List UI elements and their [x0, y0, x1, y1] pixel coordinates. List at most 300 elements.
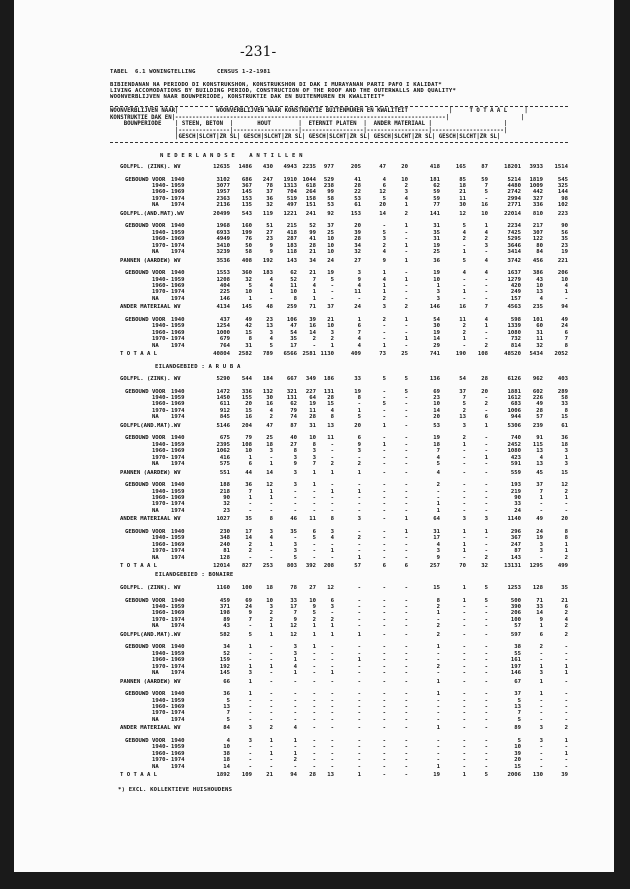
table-cell: 240 [219, 541, 230, 548]
table-cell: 35 [290, 528, 297, 535]
table-cell: 30 [433, 323, 440, 330]
table-cell: - [330, 554, 334, 561]
table-cell: 3 [248, 725, 252, 732]
table-cell: 500 [510, 597, 521, 604]
table-cell: 408 [241, 257, 252, 264]
table-cell: 1472 [216, 388, 230, 395]
table-cell: 159 [219, 657, 230, 664]
table-cell: 3 [293, 548, 297, 555]
table-cell: - [404, 750, 408, 757]
table-cell: 1 [436, 763, 440, 770]
table-cell: 1819 [529, 176, 543, 183]
table-cell: 14 [309, 329, 316, 336]
table-cell: 2 [404, 304, 408, 311]
table-cell: 1339 [507, 323, 521, 330]
table-cell: - [357, 494, 361, 501]
table-cell: - [484, 650, 488, 657]
table-cell: - [564, 507, 568, 514]
table-cell: 3 [539, 548, 543, 555]
table-cell: 33 [536, 603, 543, 610]
table-cell: 41 [309, 236, 316, 243]
table-cell: 3646 [507, 242, 521, 249]
table-cell: - [484, 407, 488, 414]
period-label: 1960- [152, 189, 169, 196]
table-cell: 4 [269, 535, 273, 542]
table-cell: 35 [245, 516, 252, 523]
period-year: 1969 [171, 282, 185, 289]
table-cell: 543 [241, 210, 252, 217]
table-cell: 10 [327, 242, 334, 249]
period-label: 1940- [152, 229, 169, 236]
table-cell: 1253 [507, 585, 521, 591]
table-cell: 2 [564, 725, 568, 732]
table-cell: 31 [536, 329, 543, 336]
table-cell: 13 [536, 448, 543, 455]
table-cell: 264 [305, 189, 316, 196]
table-cell: 307 [532, 229, 543, 236]
table-cell: 5 [357, 414, 361, 421]
document-page [14, 0, 614, 872]
table-cell: 1 [436, 691, 440, 698]
table-cell: 52 [309, 223, 316, 230]
table-cell: 575 [219, 460, 230, 467]
table-row-group-total [14, 376, 614, 383]
table-cell: - [484, 295, 488, 302]
table-cell: 1 [404, 276, 408, 283]
table-cell: - [484, 631, 488, 638]
table-cell: 5 [484, 585, 488, 591]
table-cell: 2 [382, 242, 386, 249]
table-cell: 14 [433, 336, 440, 343]
table-cell: 34 [223, 644, 230, 651]
table-cell: 89 [223, 616, 230, 623]
table-cell: 24 [536, 528, 543, 535]
table-cell: - [382, 644, 386, 651]
table-cell: 7 [312, 276, 316, 283]
table-cell: 10 [536, 282, 543, 289]
period-label: GEBOUWD VOOR [125, 737, 166, 744]
table-cell: 1 [312, 623, 316, 630]
table-cell: 41 [354, 176, 361, 183]
table-cell: - [484, 750, 488, 757]
table-cell: - [293, 763, 297, 770]
period-year: 1940 [171, 691, 185, 698]
table-cell: - [404, 744, 408, 751]
table-cell: 20 [354, 223, 361, 230]
table-cell: 11 [327, 435, 334, 442]
table-cell: 6 [382, 563, 386, 570]
table-cell: - [404, 644, 408, 651]
table-cell: 58 [561, 394, 568, 401]
table-cell: 1 [357, 631, 361, 638]
table-cell: 37 [327, 223, 334, 230]
table-cell: 3 [293, 541, 297, 548]
table-cell: 11 [309, 407, 316, 414]
table-cell: 100 [241, 585, 252, 591]
table-cell: - [404, 454, 408, 461]
table-cell: - [462, 744, 466, 751]
table-cell: 30 [266, 394, 273, 401]
table-cell: - [312, 744, 316, 751]
table-cell: 32 [481, 563, 488, 570]
table-cell: - [564, 763, 568, 770]
period-year: 1974 [171, 295, 185, 302]
table-cell: 4 [564, 282, 568, 289]
table-cell: 10 [290, 289, 297, 296]
table-cell: 1044 [302, 176, 316, 183]
table-cell: - [330, 663, 334, 670]
table-cell: 7 [436, 448, 440, 455]
table-cell: 9 [293, 616, 297, 623]
table-cell: 25 [327, 229, 334, 236]
table-cell: 4 [484, 229, 488, 236]
table-cell: - [357, 663, 361, 670]
table-cell: - [539, 763, 543, 770]
table-cell: 1 [462, 248, 466, 255]
period-label: NA [152, 507, 159, 514]
table-cell: 192 [262, 257, 273, 264]
table-cell: 4 [484, 316, 488, 323]
table-cell: - [293, 535, 297, 542]
table-cell: - [484, 394, 488, 401]
table-cell: 4 [436, 541, 440, 548]
period-year: 1959 [171, 323, 185, 330]
table-cell: 52 [290, 276, 297, 283]
table-cell: - [462, 276, 466, 283]
table-cell: 13 [327, 772, 334, 779]
table-row [14, 296, 614, 303]
table-cell: 10 [433, 401, 440, 408]
table-cell: 5 [462, 401, 466, 408]
period-label: 1970- [152, 710, 169, 717]
table-cell: - [330, 507, 334, 514]
table-cell: 15 [327, 401, 334, 408]
period-year: 1974 [171, 757, 185, 764]
table-cell: 19 [309, 401, 316, 408]
table-cell: 12 [290, 623, 297, 630]
table-cell: - [539, 703, 543, 710]
table-cell: 675 [219, 435, 230, 442]
table-cell: 1 [484, 528, 488, 535]
table-cell: 1 [462, 528, 466, 535]
period-year: 1940 [171, 737, 185, 744]
period-label: GEBOUWD VOOR [125, 388, 166, 395]
table-cell: 4 [357, 336, 361, 343]
table-cell: 87 [290, 422, 297, 429]
table-cell: 6 [404, 563, 408, 570]
table-cell: 1 [312, 295, 316, 302]
table-cell: 238 [323, 182, 334, 189]
table-cell: 3 [293, 644, 297, 651]
table-cell: 23 [223, 507, 230, 514]
table-cell: 1 [269, 623, 273, 630]
table-cell: 390 [510, 603, 521, 610]
table-cell: 1 [382, 422, 386, 429]
table-cell: - [462, 482, 466, 489]
period-label: GEBOUWD VOOR [125, 435, 166, 442]
table-cell: - [357, 716, 361, 723]
table-cell: 1027 [216, 516, 230, 523]
table-cell: 1221 [283, 210, 297, 217]
table-row [14, 555, 614, 562]
table-cell: 90 [223, 494, 230, 501]
table-cell: - [484, 697, 488, 704]
table-cell: 94 [561, 304, 568, 311]
table-cell: 20 [481, 388, 488, 395]
table-cell: 336 [241, 388, 252, 395]
table-cell: - [357, 603, 361, 610]
table-cell: 4 [539, 454, 543, 461]
period-year: 1974 [171, 669, 185, 676]
table-cell: 6 [382, 182, 386, 189]
period-year: 1974 [171, 507, 185, 514]
table-cell: - [404, 603, 408, 610]
table-cell: - [330, 501, 334, 508]
table-cell: - [312, 725, 316, 732]
table-cell: - [564, 697, 568, 704]
table-cell: 349 [305, 376, 316, 382]
table-cell: 67 [514, 678, 521, 685]
period-year: 1959 [171, 441, 185, 448]
table-cell: 19 [354, 388, 361, 395]
table-cell: - [357, 691, 361, 698]
table-cell: - [382, 541, 386, 548]
table-cell: 1 [269, 663, 273, 670]
table-cell: 3 [404, 189, 408, 196]
table-cell: 62 [433, 182, 440, 189]
table-cell: - [248, 757, 252, 764]
table-cell: - [382, 460, 386, 467]
table-cell: 37 [459, 388, 466, 395]
table-cell: - [312, 507, 316, 514]
table-cell: - [484, 757, 488, 764]
table-cell: 1892 [216, 772, 230, 779]
table-cell: 27 [290, 441, 297, 448]
table-cell: 3077 [216, 182, 230, 189]
table-cell: 1295 [529, 563, 543, 570]
table-cell: - [330, 710, 334, 717]
table-cell: - [248, 650, 252, 657]
table-cell: - [539, 554, 543, 561]
table-cell: 71 [536, 597, 543, 604]
table-cell: 545 [557, 176, 568, 183]
table-cell: 39 [309, 316, 316, 323]
period-year: 1974 [171, 342, 185, 349]
table-cell: - [462, 697, 466, 704]
table-cell: - [404, 407, 408, 414]
table-cell: 30 [459, 202, 466, 209]
table-cell: - [462, 663, 466, 670]
table-cell: 12 [290, 631, 297, 638]
table-cell: 108 [477, 351, 488, 358]
table-cell: 2235 [302, 164, 316, 170]
table-cell: 3 [269, 329, 273, 336]
period-label: 1960- [152, 657, 169, 664]
period-year: 1974 [171, 289, 185, 296]
table-cell: 1 [539, 691, 543, 698]
table-cell: - [404, 248, 408, 255]
table-cell: - [436, 703, 440, 710]
table-row [14, 508, 614, 515]
table-cell: - [382, 394, 386, 401]
period-label: GEBOUWD VOOR [125, 270, 166, 277]
table-cell: 499 [557, 563, 568, 570]
table-header-line-3: BOUWPERIODE | STEEN, BETON | HOUT | ETERNIT PLATEN | ANDER MATERIAAL | | [110, 121, 508, 128]
table-cell: - [484, 541, 488, 548]
table-cell: 4 [269, 282, 273, 289]
table-cell: 1 [539, 663, 543, 670]
table-cell: - [382, 414, 386, 421]
table-cell: 1 [269, 494, 273, 501]
table-cell: 28 [354, 182, 361, 189]
table-cell: 5 [462, 257, 466, 264]
total-label: T O T A A L [120, 772, 158, 779]
table-cell: 3 [312, 454, 316, 461]
table-cell: 1 [484, 223, 488, 230]
table-cell: - [330, 763, 334, 770]
table-cell: - [404, 469, 408, 476]
table-cell: 4 [357, 342, 361, 349]
table-cell: 2052 [554, 351, 568, 358]
table-cell: 4 [357, 282, 361, 289]
table-cell: 1 [312, 469, 316, 476]
table-cell: 13 [536, 289, 543, 296]
period-year: 1974 [171, 202, 185, 209]
table-cell: 686 [241, 176, 252, 183]
table-cell: 3 [248, 737, 252, 744]
table-cell: - [312, 678, 316, 685]
table-cell: 2 [564, 610, 568, 617]
table-cell: 49 [245, 316, 252, 323]
table-cell: 186 [323, 376, 334, 382]
table-cell: - [382, 616, 386, 623]
period-year: 1969 [171, 329, 185, 336]
table-cell: 5 [269, 342, 273, 349]
table-cell: 32 [223, 501, 230, 508]
table-cell: 36 [223, 691, 230, 698]
table-cell: 53 [433, 422, 440, 429]
table-cell: 19 [327, 270, 334, 277]
period-year: 1974 [171, 407, 185, 414]
table-cell: 789 [262, 351, 273, 358]
table-cell: 1 [382, 270, 386, 277]
table-cell: 2 [436, 663, 440, 670]
table-cell: 4480 [507, 182, 521, 189]
table-cell: 1313 [283, 182, 297, 189]
table-cell: 1 [404, 223, 408, 230]
table-cell: 17 [290, 342, 297, 349]
table-cell: 1 [269, 631, 273, 638]
table-cell: 1 [436, 282, 440, 289]
table-cell: 253 [262, 563, 273, 570]
table-cell: 183 [262, 270, 273, 277]
table-cell: - [357, 669, 361, 676]
table-cell: 3102 [216, 176, 230, 183]
table-cell: 1 [330, 623, 334, 630]
table-cell: 602 [532, 388, 543, 395]
table-cell: 7425 [507, 229, 521, 236]
table-cell: - [539, 697, 543, 704]
table-cell: - [462, 669, 466, 676]
table-cell: 160 [241, 223, 252, 230]
table-cell: 4 [312, 282, 316, 289]
table-cell: 1 [357, 469, 361, 476]
table-cell: - [248, 703, 252, 710]
table-cell: 10 [327, 236, 334, 243]
table-cell: 5 [404, 376, 408, 382]
table-cell: 544 [241, 376, 252, 382]
table-cell: 1 [248, 691, 252, 698]
table-cell: 13 [327, 422, 334, 429]
table-cell: 223 [557, 210, 568, 217]
table-cell: - [382, 703, 386, 710]
table-cell: 128 [219, 554, 230, 561]
table-cell: 20 [514, 757, 521, 764]
table-cell: 3414 [507, 248, 521, 255]
table-cell: 4 [564, 616, 568, 623]
table-cell: 227 [305, 388, 316, 395]
table-cell: - [436, 744, 440, 751]
table-cell: - [462, 691, 466, 698]
table-cell: 348 [219, 535, 230, 542]
table-cell: 679 [219, 336, 230, 343]
period-label: 1970- [152, 195, 169, 202]
group-label: GOLFPL. (ZINK). WV [120, 376, 181, 382]
period-label: 1940- [152, 603, 169, 610]
table-cell: - [436, 650, 440, 657]
table-cell: 7 [293, 610, 297, 617]
table-cell: 3 [357, 516, 361, 523]
table-cell: - [404, 270, 408, 277]
table-cell: 183 [286, 242, 297, 249]
table-cell: 4 [382, 248, 386, 255]
period-year: 1940 [171, 176, 185, 183]
table-row [14, 717, 614, 724]
table-cell: - [382, 750, 386, 757]
table-cell: - [382, 772, 386, 779]
period-label: 1960- [152, 494, 169, 501]
period-year: 1940 [171, 316, 185, 323]
table-cell: 2 [484, 236, 488, 243]
table-cell: 13 [266, 323, 273, 330]
table-cell: 59 [433, 189, 440, 196]
period-year: 1940 [171, 223, 185, 230]
table-cell: 2 [462, 407, 466, 414]
table-cell: 135 [241, 202, 252, 209]
table-cell: 2 [564, 554, 568, 561]
table-cell: - [357, 678, 361, 685]
table-cell: - [269, 678, 273, 685]
table-cell: 409 [350, 351, 361, 358]
table-cell: - [484, 488, 488, 495]
table-cell: - [484, 744, 488, 751]
table-cell: 977 [323, 164, 334, 170]
table-cell: 5 [226, 716, 230, 723]
table-cell: 11 [290, 282, 297, 289]
total-label: T O T A A L [120, 351, 158, 358]
table-cell: - [330, 610, 334, 617]
table-cell: 1 [248, 663, 252, 670]
table-cell: 6 [564, 603, 568, 610]
table-cell: 7 [564, 336, 568, 343]
table-cell: 1 [357, 657, 361, 664]
table-cell: - [539, 757, 543, 764]
table-cell: - [484, 195, 488, 202]
table-cell: 6 [484, 414, 488, 421]
table-cell: - [462, 737, 466, 744]
table-cell: - [404, 669, 408, 676]
period-label: NA [152, 460, 159, 467]
